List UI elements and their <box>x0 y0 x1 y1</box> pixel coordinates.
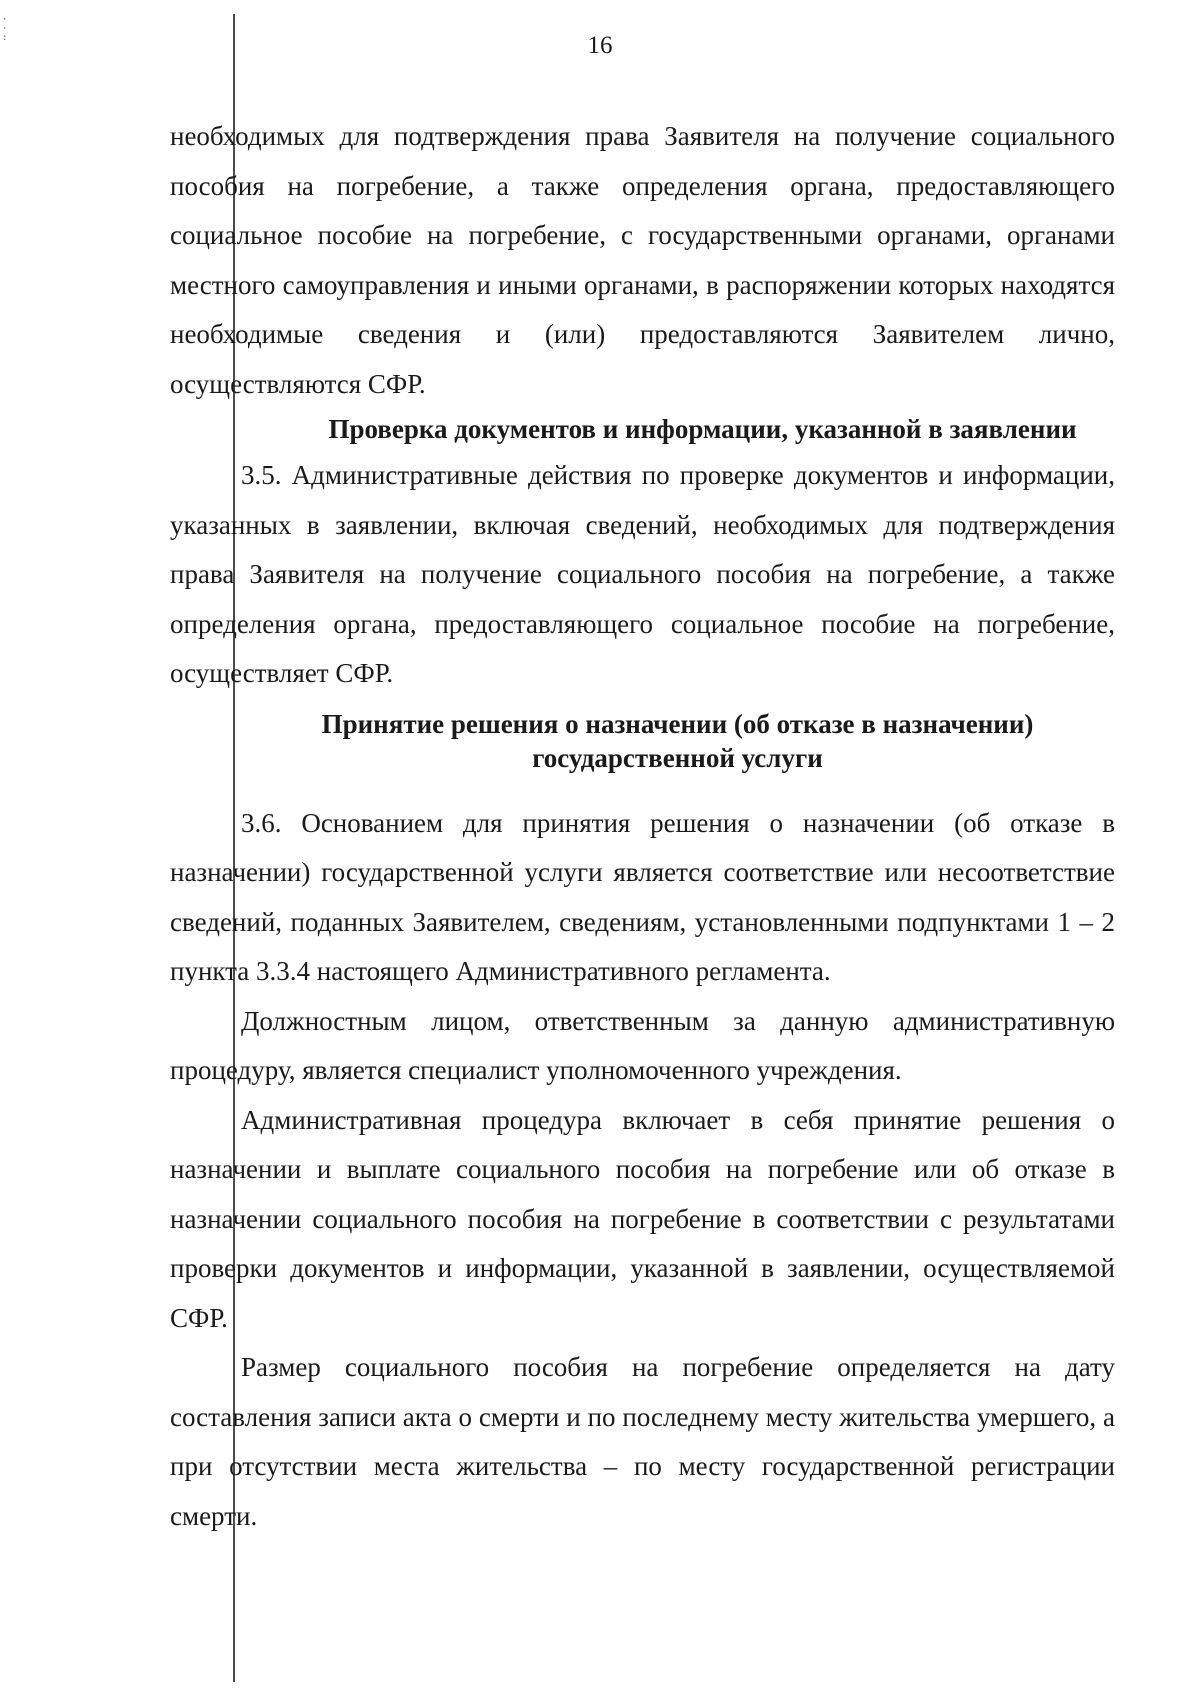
paragraph-responsible-official: Должностным лицом, ответственным за данную административную процедуру, является специалист уполномоченного учреждения. <box>170 1005 1115 1085</box>
scan-artifact: · · : <box>2 15 8 43</box>
page-number: 16 <box>587 32 613 59</box>
paragraph-allowance-amount: Размер социального пособия на погребение определяется на дату составления записи акта о смерти и по последнему месту жительства умершего, а при отсутствии места жительства – по месту государственной регистрации смерти. <box>170 1352 1115 1531</box>
document-body <box>170 112 1115 1541</box>
paragraph-3-6: 3.6. Основанием для принятия решения о назначении (об отказе в назначении) государственной услуги является соответствие или несоответствие сведений, поданных Заявителем, сведениям, установленными подпунктами 1 – 2 пункта 3.3.4 настоящего Административного регламента. <box>170 807 1115 986</box>
section-heading-decision-line-1: Принятие решения о назначении (об отказе в назначении) <box>321 708 1034 739</box>
section-heading-document-check: Проверка документов и информации, указанной в заявлении <box>328 414 1077 444</box>
paragraph-continuation: необходимых для подтверждения права Заявителя на получение социального пособия на погребение, а также определения органа, предоставляющего социальное пособие на погребение, с государственными органами, органами местного самоуправления и иными органами, в распоряжении которых находятся необходимые сведения и (или) предоставляются Заявителем лично, осуществляются СФР. <box>170 121 1115 399</box>
paragraph-procedure-scope: Административная процедура включает в себя принятие решения о назначении и выплате социального пособия на погребение или об отказе в назначении социального пособия на погребение в соответствии с результатами проверки документов и информации, указанной в заявлении, осуществляемой СФР. <box>170 1104 1115 1333</box>
section-heading-decision-line-2: государственной услуги <box>532 742 823 773</box>
paragraph-3-5: 3.5. Административные действия по проверке документов и информации, указанных в заявлении, включая сведений, необходимых для подтверждения права Заявителя на получение социального пособия на погребение, а также определения органа, предоставляющего социальное пособие на погребение, осуществляет СФР. <box>170 460 1115 688</box>
section-heading-decision <box>170 707 1115 775</box>
